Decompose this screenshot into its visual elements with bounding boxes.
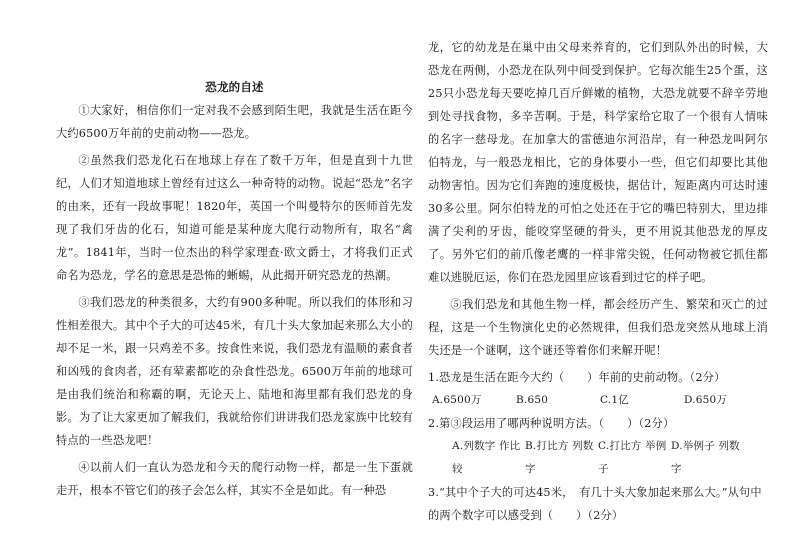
question-2-option-b: B.打比方 列数字: [525, 440, 594, 475]
question-1-option-c: C.1亿: [600, 394, 629, 406]
question-2-stem: 2.第③段运用了哪两种说明方法。（ ）（2分）: [428, 417, 675, 430]
question-2-option-d: D.举例子 列数字: [671, 440, 740, 475]
paragraph-5: ⑤我们恐龙和其他生物一样，都会经历产生、繁荣和灭亡的过程，这是一个生物演化史的必然规律，但我们恐龙突然从地球上消失还是一个谜啊，这个谜还等着你们来解开呢！: [428, 298, 768, 357]
question-1-options: [428, 389, 768, 412]
paragraph-4: ④以前人们一直认为恐龙和今天的爬行动物一样，都是一生下蛋就走开，根本不管它们的孩子会怎么样，其实不全是如此。有一种恐: [56, 461, 413, 497]
question-1-option-b: B.650: [516, 394, 549, 406]
article-title: 恐龙的自述: [205, 80, 264, 94]
left-column: [56, 36, 413, 506]
question-2-option-c: C.打比方 举例子: [598, 440, 667, 475]
question-1-option-a: A.6500万: [432, 394, 482, 406]
question-2-option-a: A.列数字 作比较: [452, 440, 521, 475]
paragraph-3: ③我们恐龙的种类很多，大约有900多种呢。所以我们的体形和习性相差很大。其中个子大的可达45米，有几十头大象加起来那么大小的却不足一米，跟一只鸡差不多。按食性来说，我们恐龙有温顺的素食者和凶残的食肉者，还有荤素都吃的杂食性恐龙。6500万年前的地球可是由我们统治和称霸的啊，无论天上、陆地和海里都有我们恐龙的身影。为了让大家更加了解我们，我就给你们讲讲我们恐龙家族中比较有特点的一些恐龙吧！: [56, 296, 413, 447]
question-1-option-d: D.650万: [684, 394, 728, 406]
question-1-stem: 1.恐龙是生活在距今大约（ ）年前的史前动物。（2分）: [428, 371, 726, 384]
paragraph-2: ②虽然我们恐龙化石在地球上存在了数千万年，但是直到十九世纪，人们才知道地球上曾经有过这么一种奇特的动物。说起“恐龙”名字的由来，还有一段故事呢！1820年，英国一个叫曼特尔的医师首先发现了我们牙齿的化石，知道可能是某种庞大爬行动物所有，取名“禽龙”。1841年，当时一位杰出的科学家理查·欧文爵士，才将我们正式命名为恐龙，学名的意思是恐怖的蜥蜴，从此揭开研究恐龙的热潮。: [56, 154, 413, 282]
paragraph-4-continued: 龙，它的幼龙是在巢中由父母来养育的，它们到队外出的时候，大恐龙在两侧，小恐龙在队列中间受到保护。它每次能生25个蛋，这25只小恐龙每天要吃掉几百斤鲜嫩的植物，大恐龙就要不辞辛劳地到处寻找食物，多辛苦啊。于是，科学家给它取了一个很有人情味的名字一慈母龙。在加拿大的雷德迪尔河沿岸，有一种恐龙叫阿尔伯特龙，与一般恐龙相比，它的身体要小一些，但它们却要比其他动物害怕。因为它们奔跑的速度极快，据估计，短距离内可达时速30多公里。阿尔伯特龙的可怕之处还在于它的嘴巴特别大，里边排满了尖利的牙齿，能咬穿坚硬的骨头，更不用说其他恐龙的厚皮了。另外它们的前爪像老鹰的一样非常尖锐，任何动物被它抓住都难以逃脱厄运，你们在恐龙园里应该看到过它的样子吧。: [428, 41, 768, 284]
question-3-stem: 3.“其中个子大的可达45米， 有几十头大象加起来那么大。”从句中的两个数字可以感受到（ ）（2分）: [428, 486, 762, 522]
right-column: [428, 36, 768, 527]
question-2-options: [428, 435, 768, 481]
paragraph-1: ①大家好，相信你们一定对我不会感到陌生吧，我就是生活在距今大约6500万年前的史前动物——恐龙。: [56, 104, 413, 140]
